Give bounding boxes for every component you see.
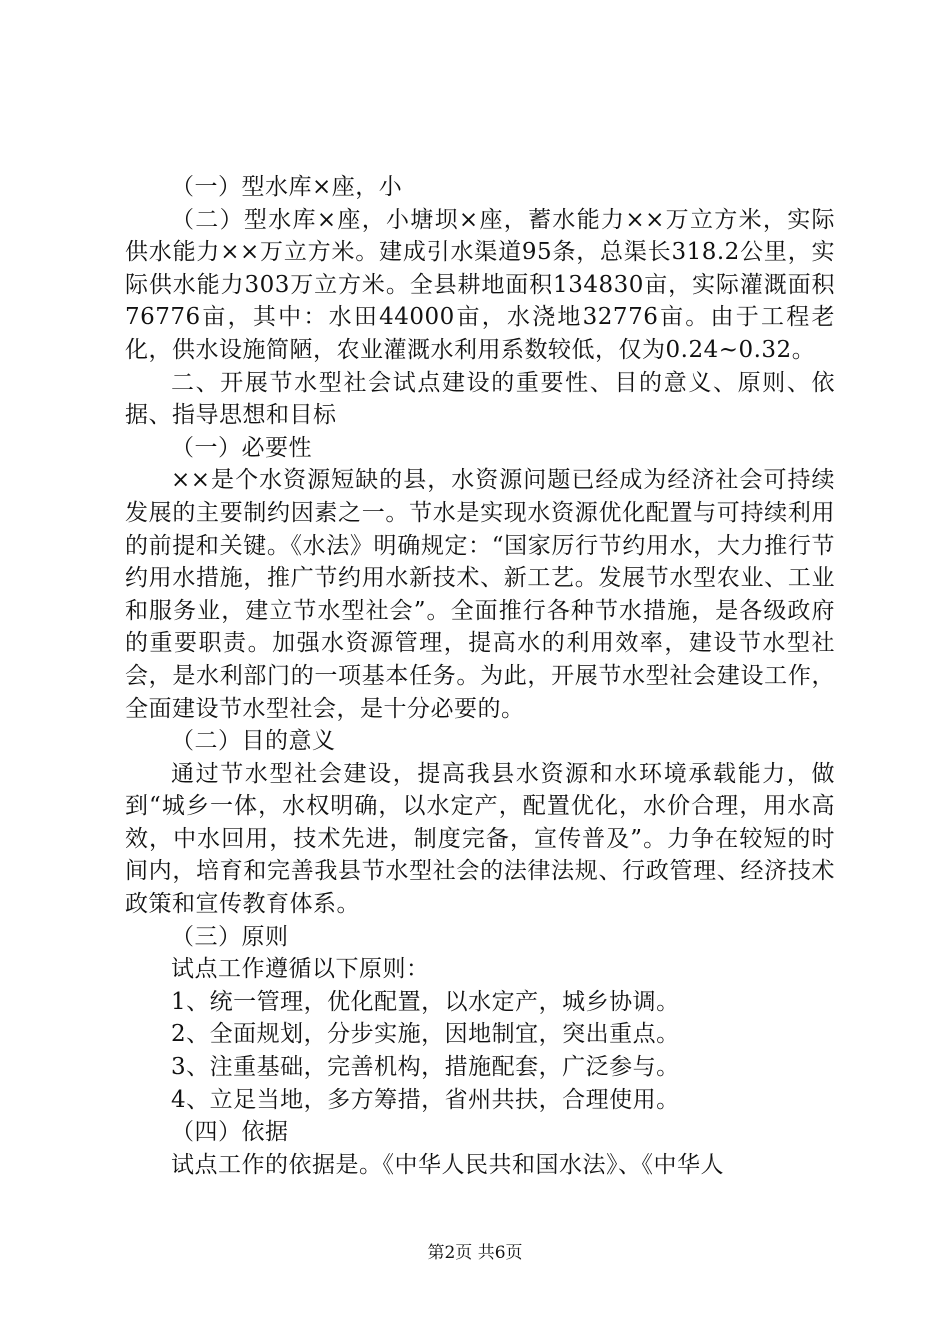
subheading-purpose: （二）目的意义 (171, 728, 336, 755)
subheading-principles: （三）原则 (171, 923, 289, 950)
subheading-necessity: （一）必要性 (171, 434, 312, 461)
principle-item-1: 1、统一管理，优化配置，以水定产，城乡协调。 (171, 988, 680, 1015)
principle-item-3: 3、注重基础，完善机构，措施配套，广泛参与。 (171, 1054, 680, 1081)
paragraph-reservoir-2: （二）型水库×座，小塘坝×座，蓄水能力××万立方米，实际供水能力××万立方米。建成引水渠道95条，总渠长318.2公里，实际供水能力303万立方米。全县耕地面积134830亩，实际灌溉面积76776亩，其中：水田44000亩，水浇地32776亩。由于工程老化，供水设施简陋，农业灌溉水利用系数较低，仅为0.24~0.32。 (125, 206, 835, 363)
paragraph-purpose: 通过节水型社会建设，提高我县水资源和水环境承载能力，做到“城乡一体，水权明确，以水定产，配置优化，水价合理，用水高效，中水回用，技术先进，制度完备，宣传普及”。力争在较短的时间内，培育和完善我县节水型社会的法律法规、行政管理、经济技术政策和宣传教育体系。 (125, 760, 835, 918)
paragraph-reservoir-1: （一）型水库×座，小 (171, 174, 403, 200)
page-footer: 第2页 共6页 (427, 1243, 523, 1263)
subheading-basis: （四）依据 (171, 1119, 289, 1146)
paragraph-necessity: ××是个水资源短缺的县，水资源问题已经成为经济社会可持续发展的主要制约因素之一。节水是实现水资源优化配置与可持续利用的前提和关键。《水法》明确规定：“国家厉行节约用水，大力推行节约用水措施，推广节约用水新技术、新工艺。发展节水型农业、工业和服务业，建立节水型社会”。全面推行各种节水措施，是各级政府的重要职责。加强水资源管理，提高水的利用效率，建设节水型社会，是水利部门的一项基本任务。为此，开展节水型社会建设工作，全面建设节水型社会，是十分必要的。 (125, 467, 835, 722)
principle-item-2: 2、全面规划，分步实施，因地制宜，突出重点。 (171, 1021, 680, 1048)
paragraph-principles-intro: 试点工作遵循以下原则： (171, 956, 430, 983)
document-body (125, 171, 835, 1181)
principle-item-4: 4、立足当地，多方筹措，省州共扶，合理使用。 (171, 1086, 680, 1113)
section-heading-2: 二、开展节水型社会试点建设的重要性、目的意义、原则、依据、指导思想和目标 (125, 369, 835, 429)
paragraph-basis: 试点工作的依据是。《中华人民共和国水法》、《中华人 (171, 1151, 724, 1178)
